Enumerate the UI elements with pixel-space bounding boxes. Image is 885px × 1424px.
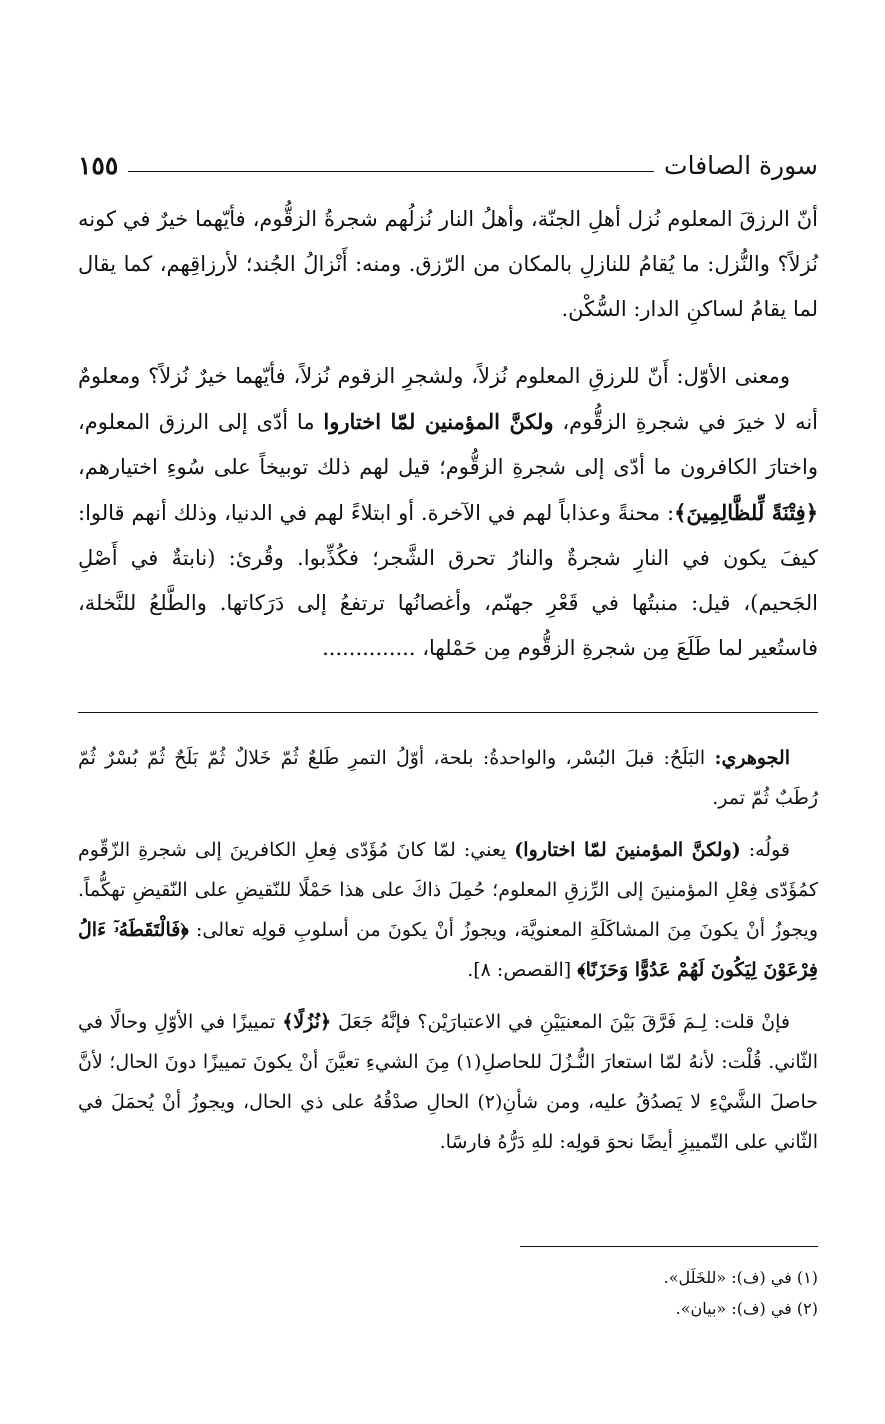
commentary-source: الجوهري: — [714, 747, 790, 769]
quran-reference: [القصص: ٨]. — [467, 959, 572, 981]
commentary-paragraph-3 — [78, 1002, 818, 1162]
surah-title: سورة الصافات — [664, 151, 818, 180]
main-paragraph-2 — [78, 354, 818, 671]
main-paragraph-1-text: أنّ الرزقَ المعلوم نُزل أهلِ الجنّة، وأهلُ النار نُزلُهم شجرةُ الزقُّوم، فأيّهما خيرٌ في كونه نُزلاً؟ والنُّزل: ما يُقامُ للنازلِ بالمكان من الرّزق. ومنه: أَنْزالُ الجُند؛ لأرزاقِهم، كما يقال لما يقامُ لساكنِ الدار: السُّكْن. — [78, 207, 818, 321]
footnote-2: (٢) في (ف): «بيان». — [675, 1299, 818, 1318]
footnote-divider — [520, 1246, 818, 1247]
commentary-p2-text: يعني: لمّا كانَ مُؤَدّى فِعلِ الكافرينَ إلى شجرةِ الزّقّوم كمُؤَدّى فِعْلِ المؤمنينَ إلى الرِّزقِ المعلوم؛ حُمِلَ ذاكَ على هذا حَمْلًا للنّقيضِ على النّقيضِ تهكُّماً. ويجوزُ أنْ يكونَ مِنَ المشاكَلَةِ المعنويَّة، ويجوزُ أنْ يكونَ من أسلوبِ قولِه تعالى: — [78, 839, 819, 941]
quran-quote-qasas: ﴿فَالْتَقَطَهُۥٓ ءَالُ فِرْعَوْنَ لِيَكُونَ لَهُمْ عَدُوًّا وَحَزَنًا﴾ — [78, 919, 818, 981]
commentary-p2-quote: (ولكنَّ المؤمنينَ لمّا اختاروا) — [514, 839, 741, 861]
quran-word-nuzulan: ﴿نُزُلًا﴾ — [282, 1011, 332, 1033]
commentary — [78, 738, 818, 1162]
main-paragraph-1 — [78, 197, 818, 332]
commentary-p1-text: البَلَحُ: قبلَ البُسْر، والواحدةُ: بلحة، أوّلُ التمرِ طَلعٌ ثُمّ خَلالٌ ثُمّ بَلَحٌ ثُمّ بُسْرٌ ثُمّ رُطَبٌ ثُمّ تمر. — [78, 747, 818, 809]
page-number: ١٥٥ — [78, 151, 119, 180]
main-p2-part-e: : محنةً وعذاباً لهم في الآخرة. أو ابتلاءً لهم في الدنيا، وذلك أنهم قالوا: كيفَ يكون في النارِ شجرةٌ والنارُ تحرق الشَّجر؛ فكُذِّبوا. وقُرئ: (نابتةٌ في أَصْلِ الجَحيم)، قيل: منبتُها في قَعْرِ جهنّم، وأغصانُها ترتفعُ إلى دَرَكاتها. والطَّلعُ للنَّخلة، فاستُعير لما طَلَعَ مِن شجرةِ الزقُّوم مِن حَمْلها، .............. — [78, 501, 818, 660]
header-rule — [128, 171, 654, 172]
page-header — [78, 140, 818, 180]
footnote-1: (١) في (ف): «للخَلَل». — [663, 1268, 818, 1287]
main-text — [78, 197, 818, 671]
commentary-p3-part-a: فإنْ قلت: لِـمَ فَرَّقَ بَيْنَ المعنيَيْنِ في الاعتبارَيْن؟ فإنَّهُ جَعَلَ — [338, 1011, 791, 1033]
commentary-paragraph-2 — [78, 830, 818, 990]
footnotes — [78, 1262, 818, 1324]
quran-quote-fitna: ﴿فِتْنَةً لِّلظَّالِمِينَ﴾ — [674, 500, 818, 525]
main-p2-part-a: ومعنى الأوّل: أَنّ للرزقِ المعلوم نُزلاً، ولشجرِ الزقوم نُزلاً، فأيّهما خيرٌ نُزلاً؟ ومعلومٌ أنه لا خيرَ في شجرةِ الزقُّوم، — [78, 364, 819, 434]
main-p2-bold: ولكنَّ المؤمنين لمّا اختاروا — [323, 409, 554, 434]
main-p2-part-c: ما أدّى إلى الرزق المعلوم، واختارَ الكافرون ما أدّى إلى شجرةِ الزقُّوم؛ قيل لهم ذلك توبيخاً على سُوءِ اختيارهم، — [78, 410, 818, 479]
commentary-p2-lead: قولُه: — [748, 839, 790, 861]
commentary-paragraph-1 — [78, 738, 818, 818]
commentary-divider — [78, 712, 818, 713]
commentary-p3-part-c: تمييزًا في الأوّلِ وحالًا في الثّاني. قُلْت: لأنهُ لمّا استعارَ النُّـزُلَ للحاصلِ(١) مِنَ الشيءِ تعيَّنَ أنْ يكونَ تمييزًا دونَ الحال؛ لأنَّ حاصلَ الشَّيْءِ لا يَصدُقُ عليه، ومن شأنِ(٢) الحالِ صدْقُهُ على ذي الحال، ويجوزُ أنْ يُحمَلَ في الثّاني على التّمييزِ أيضًا نحوَ قولِه: للهِ دَرُّهُ فارسًا. — [78, 1011, 818, 1153]
